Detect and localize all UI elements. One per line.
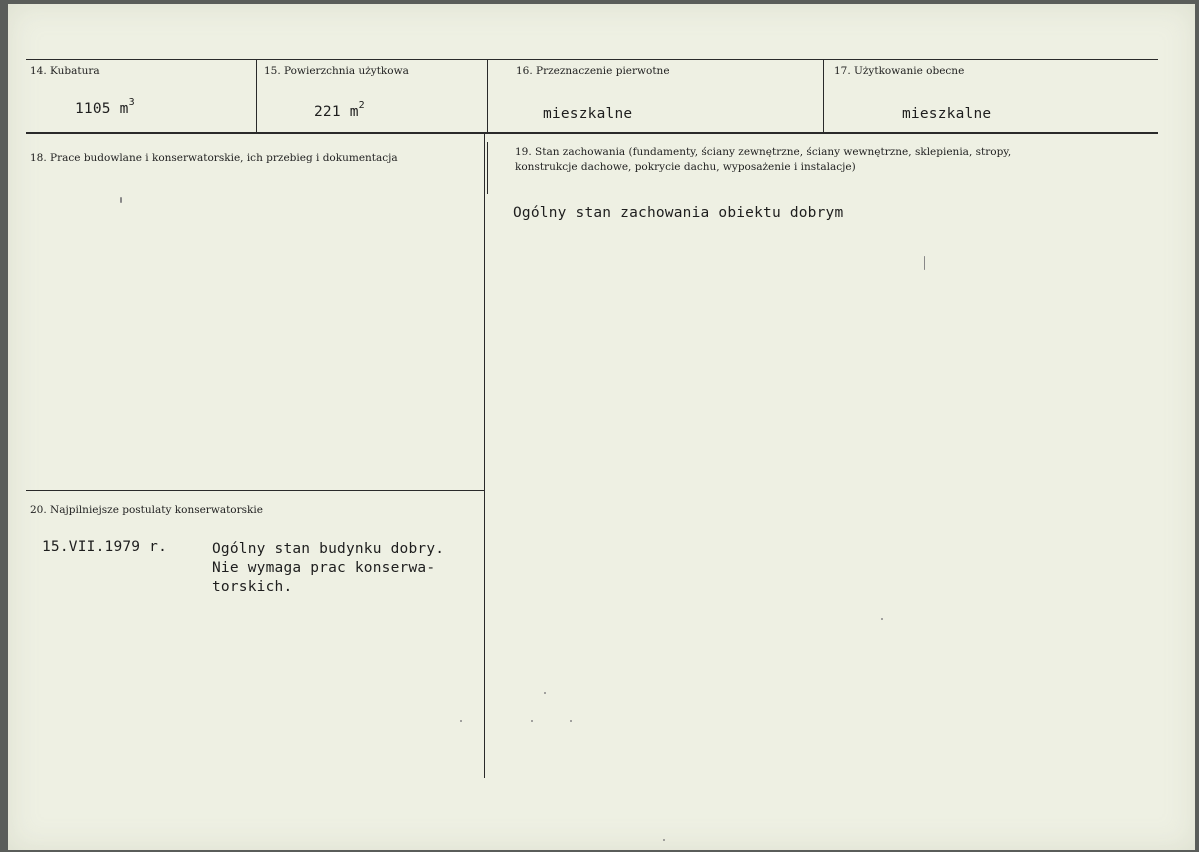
f17-label: 17. Użytkowanie obecne	[834, 65, 965, 77]
f19-value: Ogólny stan zachowania obiektu dobrym	[513, 205, 844, 221]
top-rule	[26, 59, 1158, 60]
f14-value-text: 1105 m	[75, 101, 129, 117]
f20-date: 15.VII.1979 r.	[42, 539, 168, 555]
f15-value	[314, 100, 365, 122]
paper-speck	[120, 197, 122, 203]
paper-speck	[924, 256, 925, 270]
f20-text-line-2: Nie wymaga prac konserwa-	[212, 560, 436, 576]
f19-label-line2: konstrukcje dachowe, pokrycie dachu, wyposażenie i instalacje)	[515, 161, 856, 173]
main-column-divider	[484, 134, 485, 778]
f14-unit-exponent: 3	[128, 97, 135, 109]
record-card	[8, 4, 1195, 850]
paper-speck	[544, 692, 546, 694]
f16-value: mieszkalne	[543, 106, 633, 122]
f19-label-line1: 19. Stan zachowania (fundamenty, ściany zewnętrzne, ściany wewnętrzne, sklepienia, stropy,	[515, 146, 1012, 158]
divider-16-17	[823, 60, 824, 132]
f18-label: 18. Prace budowlane i konserwatorskie, ich przebieg i dokumentacja	[30, 152, 398, 164]
f20-text-line-1: Ogólny stan budynku dobry.	[212, 541, 445, 557]
f16-label: 16. Przeznaczenie pierwotne	[516, 65, 670, 77]
row1-bottom-rule	[26, 132, 1158, 134]
paper-speck	[570, 720, 572, 722]
f20-text-line-3: torskich.	[212, 579, 293, 595]
f15-label: 15. Powierzchnia użytkowa	[264, 65, 409, 77]
paper-speck	[663, 839, 665, 841]
f20-label: 20. Najpilniejsze postulaty konserwatorskie	[30, 504, 263, 516]
divider-14-15	[256, 60, 257, 132]
paper-speck	[881, 618, 883, 620]
f15-unit-exponent: 2	[358, 100, 365, 112]
f14-value	[75, 97, 135, 119]
f15-value-text: 221 m	[314, 104, 359, 120]
f17-value: mieszkalne	[902, 106, 992, 122]
f14-label: 14. Kubatura	[30, 65, 100, 77]
paper-speck	[460, 720, 462, 722]
paper-speck	[531, 720, 533, 722]
f19-label-tick	[487, 142, 488, 194]
f18-f20-rule	[26, 490, 484, 491]
divider-15-16	[487, 60, 488, 132]
